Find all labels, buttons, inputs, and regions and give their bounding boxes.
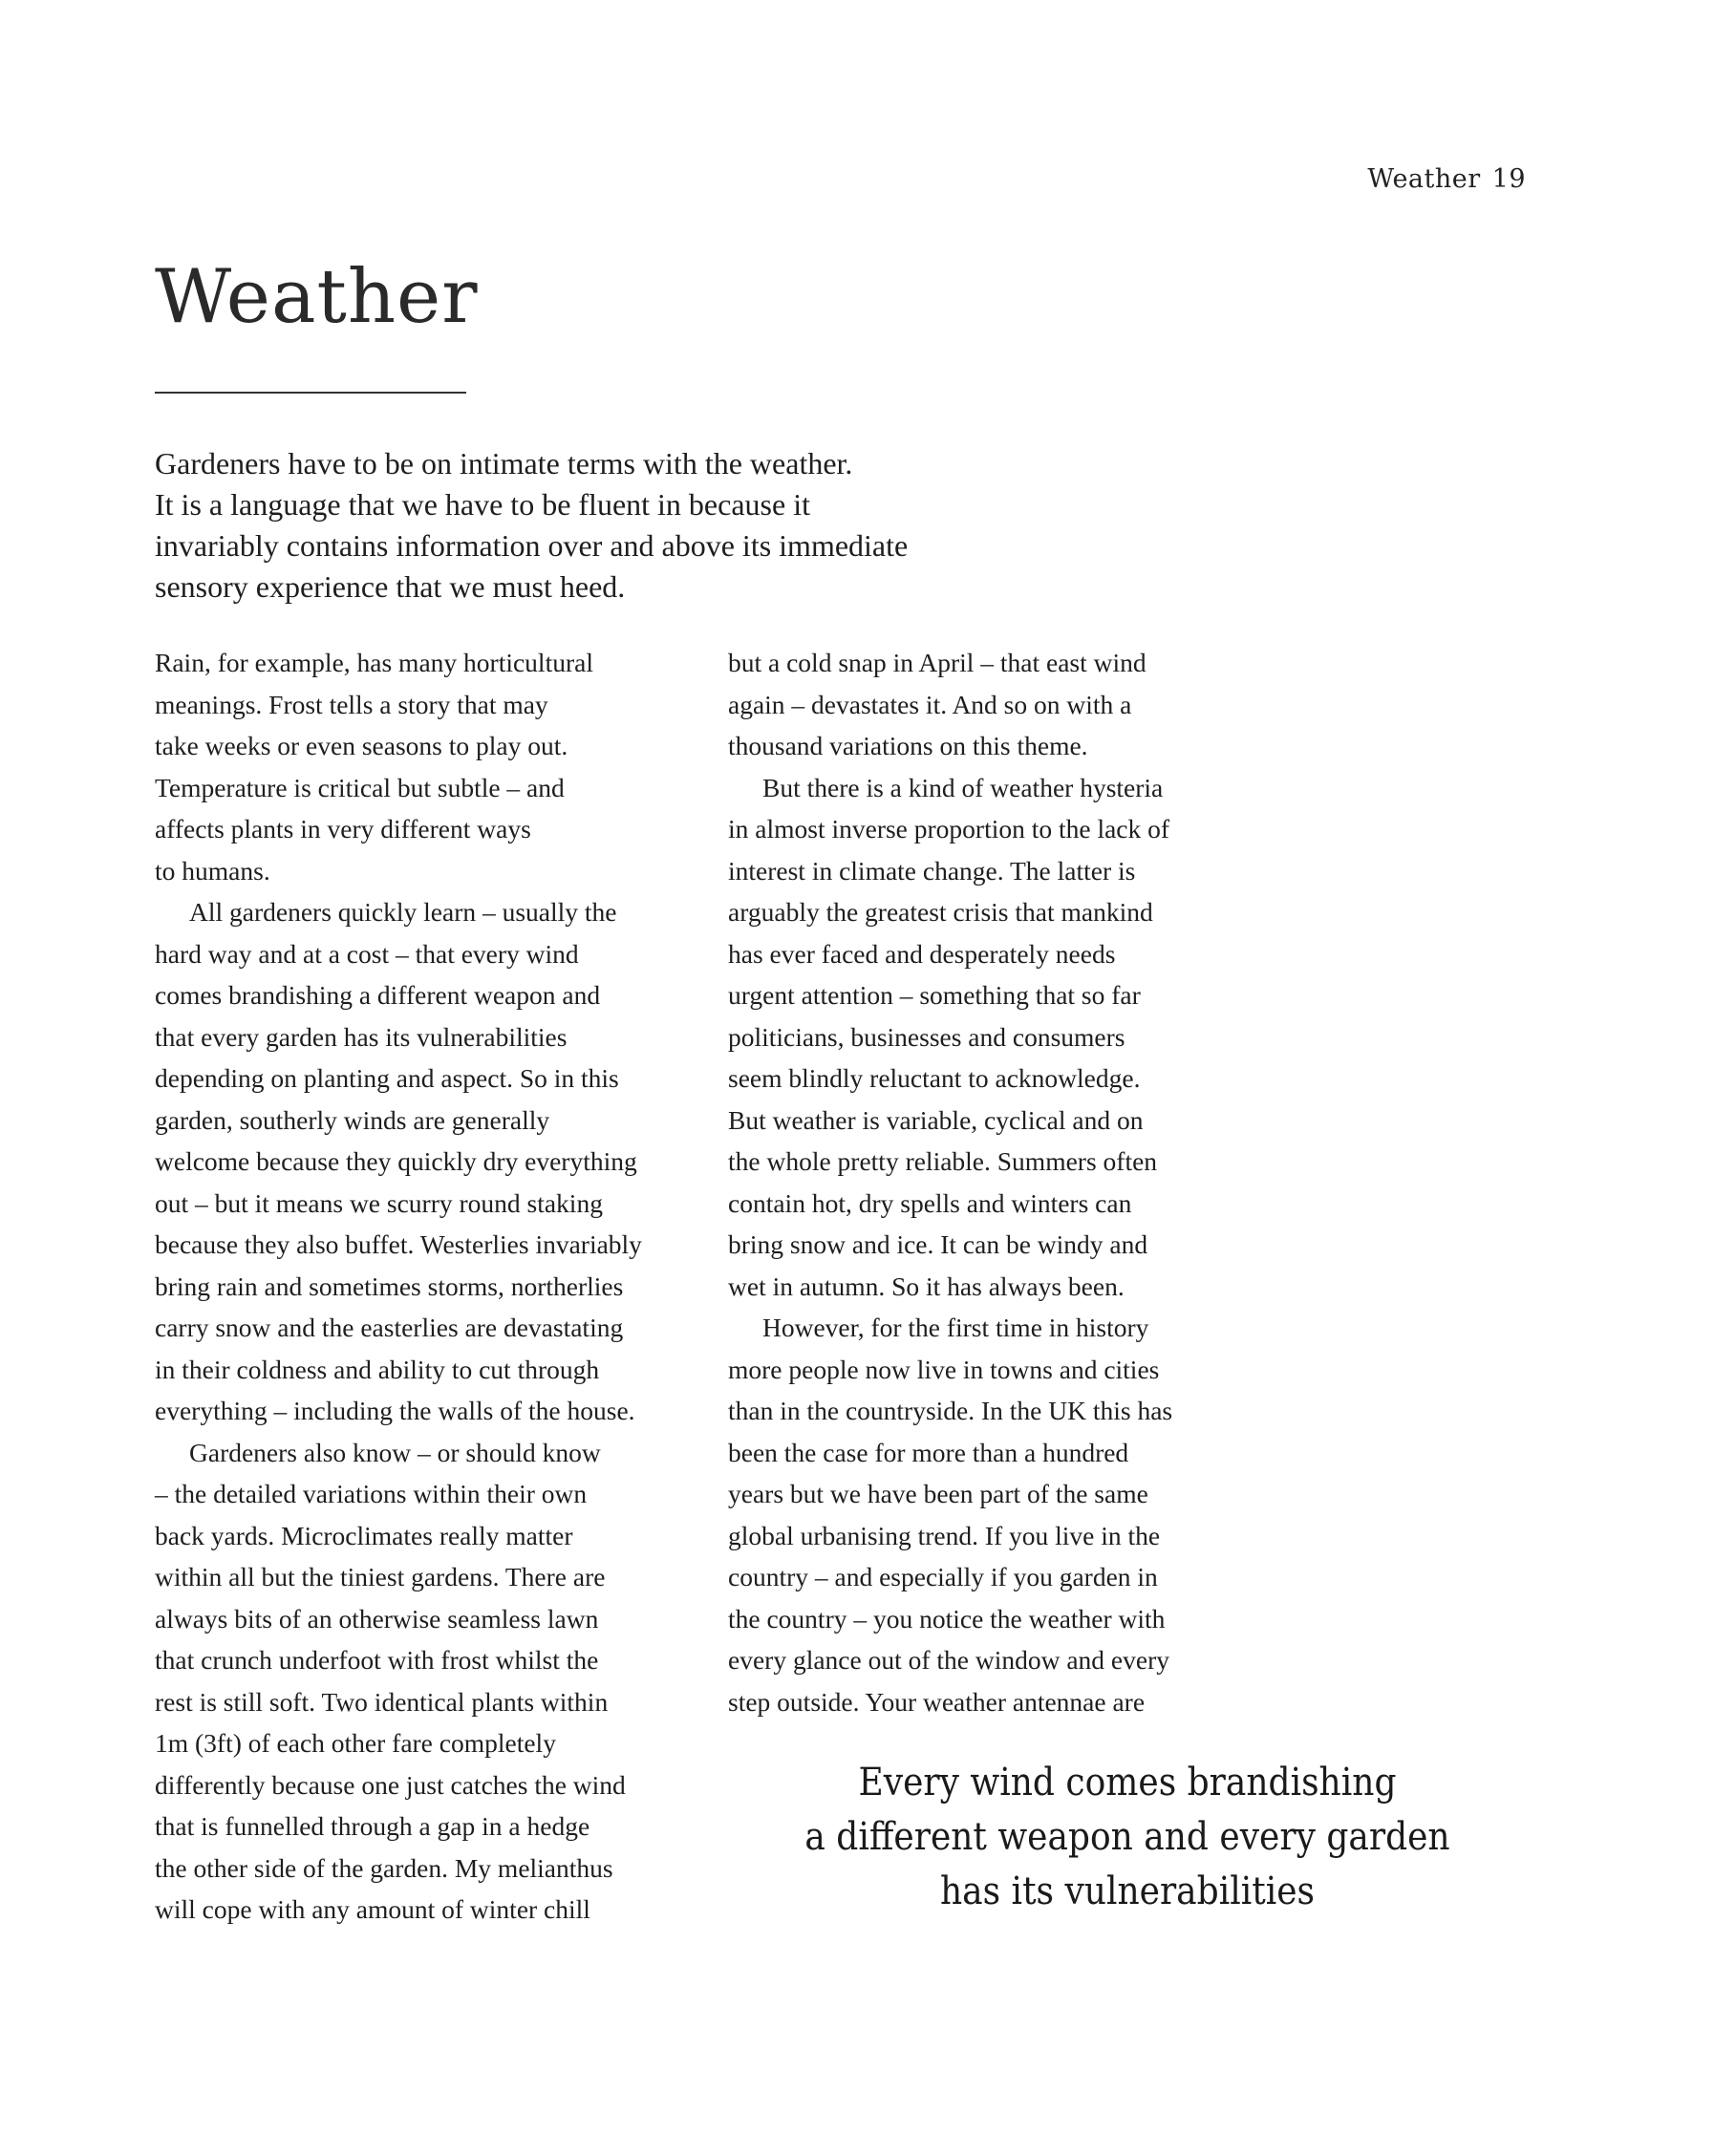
body-text-line: depending on planting and aspect. So in this	[155, 1063, 619, 1093]
body-text-line: because they also buffet. Westerlies invariably	[155, 1229, 642, 1259]
body-text-line: take weeks or even seasons to play out.	[155, 731, 568, 760]
body-text-line: that crunch underfoot with frost whilst the	[155, 1645, 599, 1675]
body-text-line: welcome because they quickly dry everything	[155, 1146, 637, 1176]
body-text-line: every glance out of the window and every	[728, 1645, 1169, 1675]
intro-line: invariably contains information over and above its immediate	[155, 528, 909, 563]
body-text-line: rest is still soft. Two identical plants within	[155, 1686, 609, 1717]
pull-quote-line: a different weapon and every garden	[804, 1815, 1450, 1859]
body-text-line: meanings. Frost tells a story that may	[155, 689, 548, 719]
intro-paragraph	[155, 443, 1034, 608]
page-number: 19	[1491, 164, 1526, 194]
body-text-line: – the detailed variations within their own	[155, 1479, 588, 1508]
body-text-line: politicians, businesses and consumers	[728, 1021, 1125, 1052]
body-text-line: the whole pretty reliable. Summers often	[728, 1146, 1158, 1176]
body-text-line: has ever faced and desperately needs	[728, 938, 1116, 969]
body-text-line: back yards. Microclimates really matter	[155, 1520, 573, 1550]
body-text-line: thousand variations on this theme.	[728, 731, 1088, 760]
body-text-line: step outside. Your weather antennae are	[728, 1686, 1146, 1717]
body-text-line: will cope with any amount of winter chill	[155, 1894, 590, 1924]
pull-quote	[775, 1756, 1480, 1919]
body-text-line: in their coldness and ability to cut through	[155, 1354, 600, 1384]
body-text-line: urgent attention – something that so far	[728, 980, 1141, 1010]
body-text-line: been the case for more than a hundred	[728, 1437, 1129, 1467]
running-head	[1367, 164, 1526, 194]
body-text-line: Gardeners also know – or should know	[189, 1437, 601, 1467]
body-text-line: Temperature is critical but subtle – and	[155, 772, 565, 802]
body-text-line: but a cold snap in April – that east wind	[728, 648, 1147, 677]
body-text-line: wet in autumn. So it has always been.	[728, 1271, 1125, 1301]
intro-line: Gardeners have to be on intimate terms with the weather.	[155, 446, 853, 481]
pull-quote-line: has its vulnerabilities	[939, 1869, 1316, 1913]
body-column-right	[728, 642, 1273, 1722]
body-text-line: arguably the greatest crisis that mankind	[728, 897, 1153, 927]
pull-quote-line: Every wind comes brandishing	[858, 1761, 1397, 1805]
intro-line: sensory experience that we must heed.	[155, 569, 626, 604]
body-text-line: that every garden has its vulnerabilities	[155, 1021, 568, 1052]
body-text-line: global urbanising trend. If you live in the	[728, 1520, 1161, 1550]
body-text-line: However, for the first time in history	[762, 1313, 1149, 1342]
body-text-line: differently because one just catches the wind	[155, 1769, 626, 1800]
chapter-title: Weather	[155, 254, 479, 340]
body-text-line: carry snow and the easterlies are devastating	[155, 1313, 624, 1342]
body-text-line: that is funnelled through a gap in a hedge	[155, 1811, 590, 1841]
body-text-line: comes brandishing a different weapon and	[155, 980, 601, 1010]
body-text-line: within all but the tiniest gardens. There are	[155, 1562, 606, 1591]
body-text-line: seem blindly reluctant to acknowledge.	[728, 1063, 1141, 1093]
body-text-line: than in the countryside. In the UK this has	[728, 1396, 1173, 1425]
body-text-line: everything – including the walls of the house.	[155, 1396, 635, 1425]
body-text-line: affects plants in very different ways	[155, 814, 531, 844]
body-text-line: But weather is variable, cyclical and on	[728, 1104, 1144, 1135]
body-text-line: 1m (3ft) of each other fare completely	[155, 1728, 556, 1758]
running-head-section: Weather	[1367, 164, 1481, 194]
body-text-line: bring snow and ice. It can be windy and	[728, 1229, 1148, 1259]
body-text-line: But there is a kind of weather hysteria	[762, 772, 1164, 802]
body-column-left	[155, 642, 699, 1931]
body-text-line: bring rain and sometimes storms, northerlies	[155, 1271, 624, 1301]
body-text-line: again – devastates it. And so on with a	[728, 689, 1132, 719]
body-text-line: always bits of an otherwise seamless lawn	[155, 1603, 599, 1634]
body-text-line: to humans.	[155, 855, 270, 886]
body-text-line: the other side of the garden. My melianthus	[155, 1852, 613, 1883]
body-text-line: All gardeners quickly learn – usually the	[189, 897, 617, 927]
body-text-line: garden, southerly winds are generally	[155, 1104, 550, 1135]
body-text-line: contain hot, dry spells and winters can	[728, 1187, 1132, 1218]
body-text-line: hard way and at a cost – that every wind	[155, 938, 579, 969]
intro-line: It is a language that we have to be fluent in because it	[155, 487, 810, 522]
body-text-line: in almost inverse proportion to the lack of	[728, 814, 1170, 844]
body-text-line: country – and especially if you garden in	[728, 1562, 1158, 1591]
title-underline-rule	[155, 392, 466, 394]
body-text-line: out – but it means we scurry round staking	[155, 1187, 603, 1218]
body-text-line: Rain, for example, has many horticultural	[155, 648, 593, 677]
body-text-line: years but we have been part of the same	[728, 1479, 1148, 1508]
body-text-line: interest in climate change. The latter is	[728, 855, 1136, 886]
body-text-line: the country – you notice the weather with	[728, 1603, 1166, 1634]
body-text-line: more people now live in towns and cities	[728, 1354, 1160, 1384]
